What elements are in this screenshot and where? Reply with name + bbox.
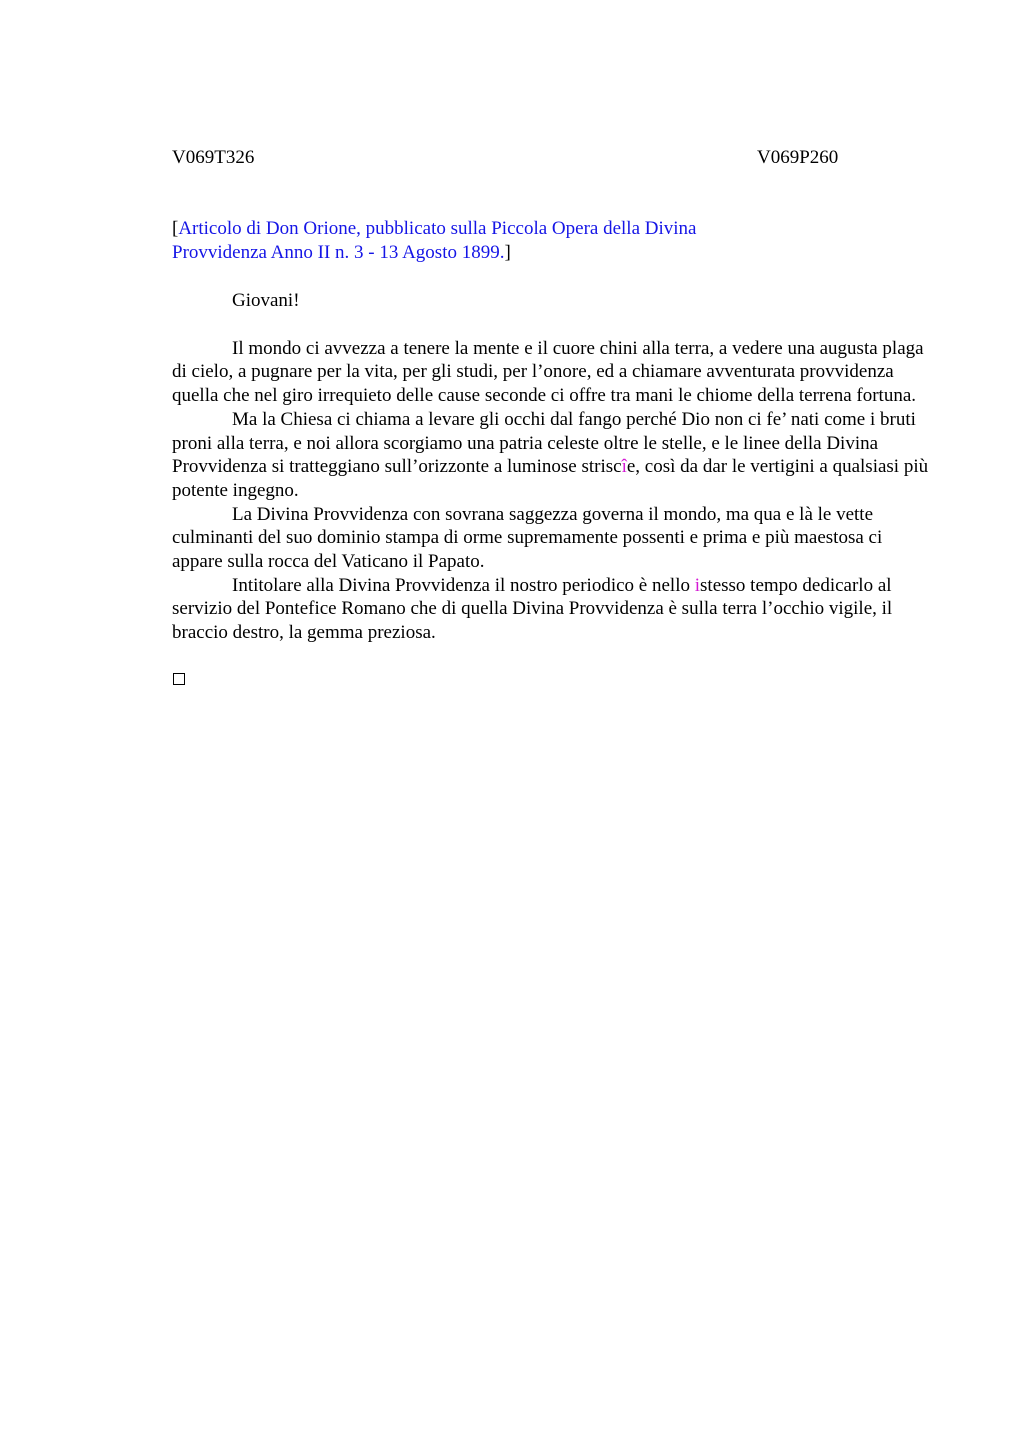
article-paragraph-3: La Divina Provvidenza con sovrana saggezza governa il mondo, ma qua e là le vette culminanti del suo dominio stampa di orme supremamente possenti e prima e più maestosa ci appare sulla rocca del Vaticano il Papato. [172, 503, 883, 573]
article-greeting: Giovani! [232, 290, 300, 311]
paragraph-2-highlight: î [621, 456, 627, 478]
source-note [172, 217, 732, 265]
document-code-left: V069T326 [172, 147, 255, 168]
article-paragraph-4 [172, 574, 932, 645]
paragraph-2-text-a: Ma la Chiesa ci chiama a levare gli occhi dal fango perché Dio non ci fe’ nati come i bruti proni alla terra, e noi allora scorgiamo una patria celeste oltre le stelle, e le linee della Divina Provvidenza si tratteggiano sull’orizzonte a luminose strisc [172, 408, 916, 478]
paragraph-4-text-b: stesso tempo dedicarlo al servizio del Pontefice Romano che di quella Divina Provvidenza è sulla terra l’occhio vigile, il braccio destro, la gemma preziosa. [172, 574, 893, 644]
paragraph-2-text-b: e, così da dar le vertigini a qualsiasi più potente ingegno. [172, 456, 929, 501]
source-note-close-bracket: ] [504, 242, 511, 263]
article-paragraph-2 [172, 408, 932, 503]
article-body [172, 289, 932, 645]
document-code-right: V069P260 [757, 147, 839, 168]
paragraph-4-text-a: Intitolare alla Divina Provvidenza il nostro periodico è nello [232, 574, 695, 596]
article-paragraph-1: Il mondo ci avvezza a tenere la mente e il cuore chini alla terra, a vedere una augusta plaga di cielo, a pugnare per la vita, per gli studi, per l’onore, ed a chiamare avventurata provvidenza quella che nel giro irrequieto delle cause seconde ci offre tra mani le chiome della terrena fortuna. [172, 337, 924, 407]
source-note-open-bracket: [ [172, 218, 179, 239]
end-of-text-box-icon [173, 673, 185, 685]
source-note-text: Articolo di Don Orione, pubblicato sulla Piccola Opera della Divina Provvidenza Anno II n. 3 - 13 Agosto 1899. [172, 218, 697, 263]
paragraph-4-highlight: i [694, 574, 701, 596]
